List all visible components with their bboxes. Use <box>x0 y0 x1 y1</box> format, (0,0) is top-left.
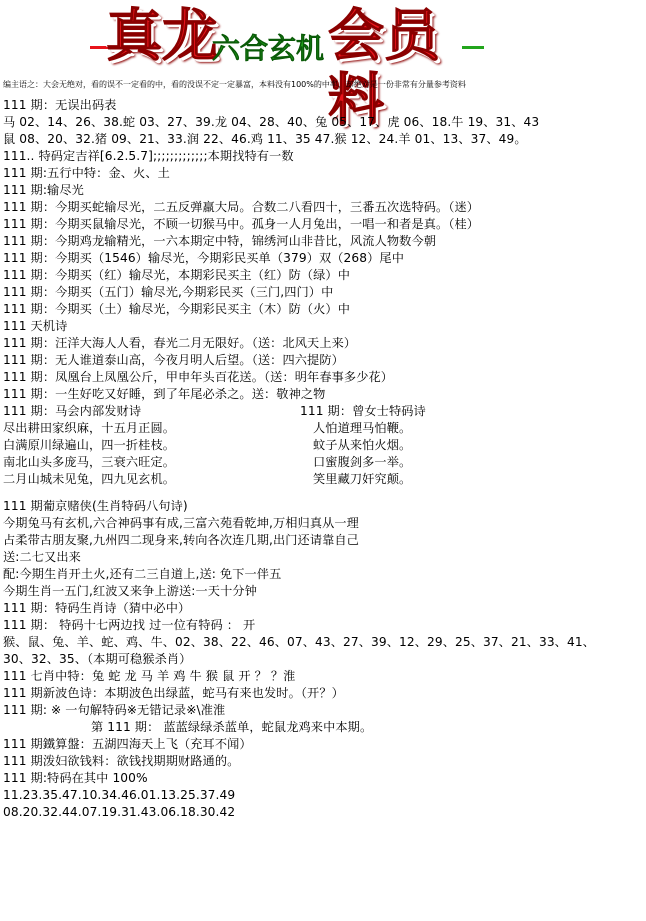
logo-title-part2: 六合玄机 <box>212 32 325 65</box>
text-line: 今期兔马有玄机,六合神码事有成,三富六苑看乾坤,万相归真从一理 <box>3 516 359 530</box>
text-line: 猴、鼠、兔、羊、蛇、鸡、牛、02、38、22、46、07、43、27、39、12、29、25、37、21、33、41、 <box>3 635 595 649</box>
poem-right: 笑里藏刀奸究颠。 <box>313 472 412 486</box>
poem-left: 111 期：马会内部发财诗 <box>3 404 142 418</box>
text-line: 送:二七又出来 <box>3 550 81 564</box>
poem-right: 人怕道理马怕鞭。 <box>313 421 412 435</box>
text-line: 111 期：一生好吃又好睡，到了年尾必杀之。送：敬神之物 <box>3 387 326 401</box>
spacer <box>3 488 643 498</box>
poem-row <box>3 454 643 471</box>
poem-right: 口蜜腹剑多一举。 <box>313 455 412 469</box>
poem-left: 二月山城未见兔，四九见玄机。 <box>3 472 176 486</box>
text-line: 111 期：特码生肖诗（猜中必中） <box>3 601 191 615</box>
poem-left: 尽出耕田家织麻，十五月正圆。 <box>3 421 176 435</box>
text-line: 111 期：无误出码表 <box>3 98 117 112</box>
text-line: 111 期：汪洋大海人人看，春光二月无限好。（送：北风天上来） <box>3 336 357 350</box>
text-line: 111 期: ※ 一句解特码※无错记录※\准淮 <box>3 703 226 717</box>
editor-note: 编主语之：大会无绝对，看的误不一定看的中，看的没误不定一定暴富，本料没有100%的中率，却绝对是一份非常有分量参考资料 <box>3 80 466 89</box>
logo-dash-right <box>462 46 484 49</box>
text-line: 30、32、35、（本期可稳猴杀肖） <box>3 652 192 666</box>
text-line: 马 02、14、26、38.蛇 03、27、39.龙 04、28、40、兔 05、17、虎 06、18.牛 19、31、43 <box>3 115 540 129</box>
document-body <box>3 97 643 821</box>
text-line: 111 期：凤凰台上凤凰公斤，甲申年头百花送。（送：明年春事多少花） <box>3 370 394 384</box>
text-line: 111 期：今期买蛇输尽光，二五反弹羸大局。合数二八看四十，三番五次选特码。（迷） <box>3 200 480 214</box>
text-line: 111 天机诗 <box>3 319 68 333</box>
poem-row <box>3 437 643 454</box>
logo-title-part1: 真龙 <box>106 3 218 69</box>
poem-right: 蚊子从来怕火烟。 <box>313 438 412 452</box>
poem-row <box>3 471 643 488</box>
poem-right: 111 期：曾女士特码诗 <box>300 404 426 418</box>
poem-left: 南北山头多庞马，三衰六旺定。 <box>3 455 176 469</box>
poem-row <box>3 420 643 437</box>
text-line: 111 期：今期买（1546）输尽光，今期彩民买单（379）双（268）尾中 <box>3 251 404 265</box>
poem-row <box>3 403 643 420</box>
poem-left: 白满原川绿遍山，四一折桂枝。 <box>3 438 176 452</box>
text-line: 111 期：今期买（土）输尽光，今期彩民买主（木）防（火）中 <box>3 302 351 316</box>
logo-title-part3: 会员料 <box>328 3 440 133</box>
text-line: 111 期：今期买（五门）输尽光,今期彩民买（三门,四门）中 <box>3 285 334 299</box>
text-line: 111 期新波色诗：本期波色出绿蓝，蛇马有来也发时。（开？） <box>3 686 344 700</box>
text-line: 111 七肖中特：兔 蛇 龙 马 羊 鸡 牛 猴 鼠 开 ？ ？淮 <box>3 669 296 683</box>
number-line: 11.23.35.47.10.34.46.01.13.25.37.49 <box>3 788 236 802</box>
text-line: 111 期:特码在其中 100% <box>3 771 148 785</box>
text-line: 111 期:五行中特：金、火、土 <box>3 166 170 180</box>
text-line: 配:今期生肖开土火,还有二三自道上,送: 免下一伴五 <box>3 567 282 581</box>
text-line: 111 期：今期鸡龙输精光，一六本期定中特，锦绣河山非昔比，风流人物数今朝 <box>3 234 437 248</box>
text-line: 111 期葡京赌侠(生肖特码八句诗) <box>3 499 188 513</box>
text-line: 占柔带古朋友聚,九州四二现身来,转向各次连几期,出门还请靠自己 <box>3 533 359 547</box>
number-line: 08.20.32.44.07.19.31.43.06.18.30.42 <box>3 805 236 819</box>
text-line: 111 期鐵算盤：五湖四海天上飞（充耳不闻） <box>3 737 252 751</box>
text-line: 鼠 08、20、32.猪 09、21、33.润 22、46.鸡 11、35 47.猴 12、24.羊 01、13、37、49。 <box>3 132 527 146</box>
text-line: 111 期： 特码十七两边找 过一位有特码 ： 开 <box>3 618 256 632</box>
text-line: 111.. 特码定吉祥[6.2.5.7];;;;;;;;;;;;;本期找特有一数 <box>3 149 294 163</box>
text-line: 111 期：无人谁道泰山高，今夜月明人后望。（送：四六提防） <box>3 353 344 367</box>
text-line: 111 期:输尽光 <box>3 183 84 197</box>
text-line: 今期生肖一五门,红波又来争上游送:一天十分钟 <box>3 584 257 598</box>
text-line: 111 期泼妇欲钱料：欲钱找期期财路通的。 <box>3 754 240 768</box>
text-line: 111 期：今期买（红）输尽光，本期彩民买主（红）防（绿）中 <box>3 268 351 282</box>
text-line-indented: 第 111 期： 蓝蓝绿绿杀蓝单，蛇鼠龙鸡来中本期。 <box>91 720 373 734</box>
text-line: 111 期：今期买鼠输尽光，不顾一切猴马中。孤身一人月兔出，一唱一和者是真。（桂） <box>3 217 480 231</box>
